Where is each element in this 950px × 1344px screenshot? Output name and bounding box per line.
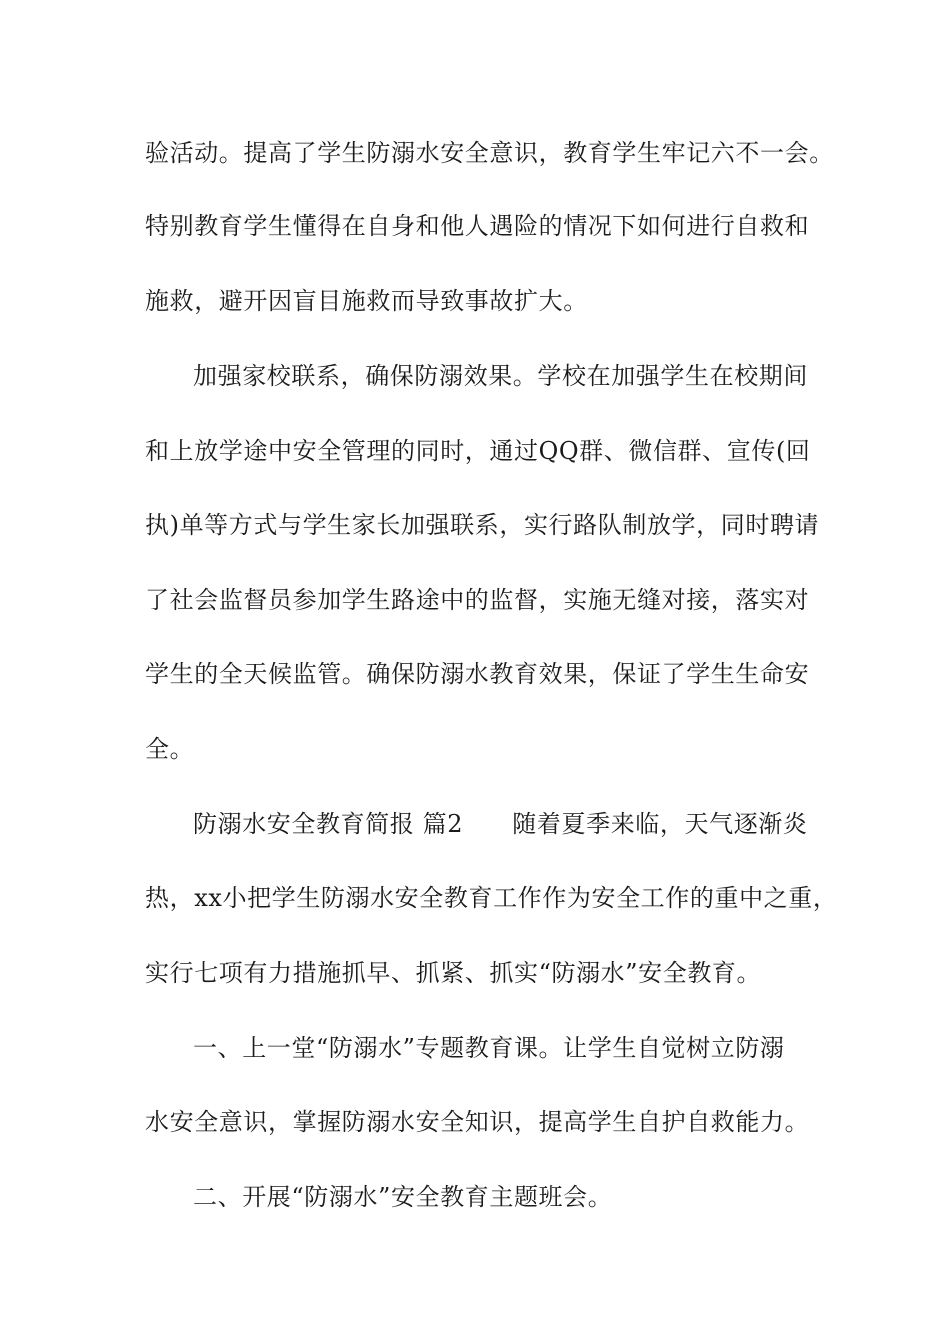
- text-line: 水安全意识，掌握防溺水安全知识，提高学生自护自救能力。: [145, 1108, 810, 1136]
- text-line: 了社会监督员参加学生路途中的监督，实施无缝对接，落实对: [145, 586, 810, 614]
- text-line: 验活动。提高了学生防溺水安全意识，教育学生牢记六不一会。: [145, 139, 834, 167]
- text-line: 施救，避开因盲目施救而导致事故扩大。: [145, 287, 588, 315]
- text-line: 和上放学途中安全管理的同时，通过QQ群、微信群、宣传(回: [145, 437, 811, 465]
- text-line: 执)单等方式与学生家长加强联系，实行路队制放学，同时聘请: [145, 511, 820, 539]
- list-item-first-line: 一、上一堂“防溺水”专题教育课。让学生自觉树立防溺: [193, 1034, 785, 1062]
- text-line: 特别教育学生懂得在自身和他人遇险的情况下如何进行自救和: [145, 212, 810, 240]
- paragraph-first-line: 加强家校联系，确保防溺效果。学校在加强学生在校期间: [193, 362, 808, 390]
- text-line: 实行七项有力措施抓早、抓紧、抓实“防溺水”安全教育。: [145, 959, 762, 987]
- text-line: 热，xx小把学生防溺水安全教育工作作为安全工作的重中之重，: [145, 884, 838, 912]
- text-line: 学生的全天候监管。确保防溺水教育效果，保证了学生生命安: [145, 660, 810, 688]
- list-item-first-line: 二、开展“防溺水”安全教育主题班会。: [193, 1183, 613, 1211]
- section-heading-line: 防溺水安全教育简报 篇2 随着夏季来临，天气逐渐炎: [193, 810, 808, 838]
- text-line: 全。: [145, 735, 195, 763]
